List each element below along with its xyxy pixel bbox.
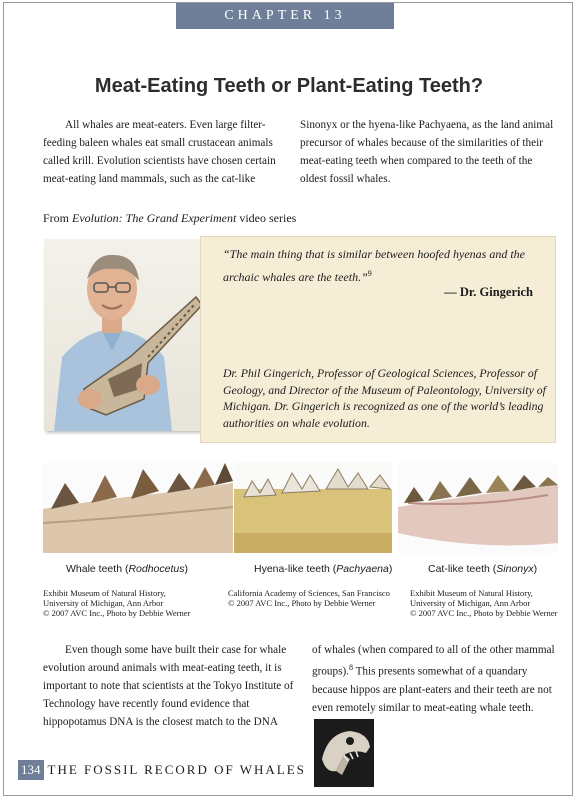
hyena-photo-credit — [228, 588, 390, 608]
scientist-photo — [44, 239, 204, 431]
quote-box — [200, 236, 556, 443]
cat-photo-credit — [410, 588, 557, 618]
page-number: 134 — [18, 760, 44, 780]
quote-attribution: — Dr. Gingerich — [444, 285, 533, 299]
whale-teeth-photo — [43, 463, 233, 553]
video-prefix: From — [43, 211, 70, 225]
credit-line: California Academy of Sciences, San Francisco — [228, 588, 390, 598]
caption-text: Cat-like teeth ( — [428, 563, 497, 575]
intro-text-left: All whales are meat-eaters. Even large filter-feeding baleen whales eat small crustacean animals called krill. Evolution scientists have chosen certain meat-eating land mammals, such as the cat-like — [43, 119, 276, 185]
video-series-line — [43, 211, 296, 226]
body-text-part: This presents somewhat of a quandary because hippos are plant-eaters and their teeth are not even remotely similar to meat-eating whale teeth. — [312, 665, 552, 714]
whale-teeth-caption — [66, 563, 188, 575]
body-footnote: 8 — [348, 663, 353, 672]
caption-text: ) — [184, 563, 188, 575]
hyena-teeth-caption — [254, 563, 392, 575]
video-series-title: Evolution: The Grand Experiment — [72, 211, 237, 225]
scientist-bio: Dr. Phil Gingerich, Professor of Geological Sciences, Professor of Geology, and Director of the Museum of Paleontology, University of Michigan. Dr. Gingerich is recognized as one of the world’s leading authorities on whale evolution. — [223, 366, 546, 430]
credit-line: © 2007 AVC Inc., Photo by Debbie Werner — [228, 598, 376, 608]
caption-species: Pachyaena — [336, 563, 389, 575]
caption-text: Whale teeth ( — [66, 563, 129, 575]
cat-teeth-photo — [398, 463, 558, 553]
page-title: Meat-Eating Teeth or Plant-Eating Teeth? — [94, 75, 484, 97]
quote-body: “The main thing that is similar between hoofed hyenas and the archaic whales are the teeth.” — [223, 247, 525, 284]
quote-text — [223, 245, 543, 287]
whale-photo-credit — [43, 588, 190, 618]
body-text-left: Even though some have built their case for whale evolution around animals with meat-eating teeth, it is important to note that scientists at the Tokyo Institute of Technology have recently found evidence that hippopotamus DNA is the closest match to the DNA — [43, 644, 294, 728]
credit-line: Exhibit Museum of Natural History, — [410, 588, 533, 598]
credit-line: © 2007 AVC Inc., Photo by Debbie Werner — [410, 608, 558, 618]
cat-teeth-caption — [428, 563, 537, 575]
video-suffix: video series — [239, 211, 297, 225]
caption-species: Rodhocetus — [128, 563, 185, 575]
body-text-right — [312, 641, 562, 717]
page-footer — [18, 760, 306, 780]
credit-line: University of Michigan, Ann Arbor — [43, 598, 164, 608]
caption-species: Sinonyx — [496, 563, 534, 575]
hyena-teeth-photo — [234, 463, 392, 553]
intro-text-right: Sinonyx or the hyena-like Pachyaena, as the land animal precursor of whales because of the similarities of their meat-eating teeth when compared to the teeth of the oldest fossil whales. — [300, 119, 554, 185]
book-title: THE FOSSIL RECORD OF WHALES — [47, 762, 306, 777]
quote-footnote: 9 — [367, 269, 372, 278]
caption-text: ) — [388, 563, 393, 575]
credit-line: Exhibit Museum of Natural History, — [43, 588, 166, 598]
caption-text: Hyena-like teeth ( — [254, 563, 337, 575]
body-text-part: of whales (when compared to all of the other mammal groups). — [312, 644, 555, 678]
book-page — [3, 2, 573, 796]
caption-text: ) — [533, 563, 538, 575]
credit-line: University of Michigan, Ann Arbor — [410, 598, 531, 608]
credit-line: © 2007 AVC Inc., Photo by Debbie Werner — [43, 608, 191, 618]
chapter-heading: CHAPTER 13 — [176, 3, 394, 29]
skull-photo — [314, 719, 374, 787]
